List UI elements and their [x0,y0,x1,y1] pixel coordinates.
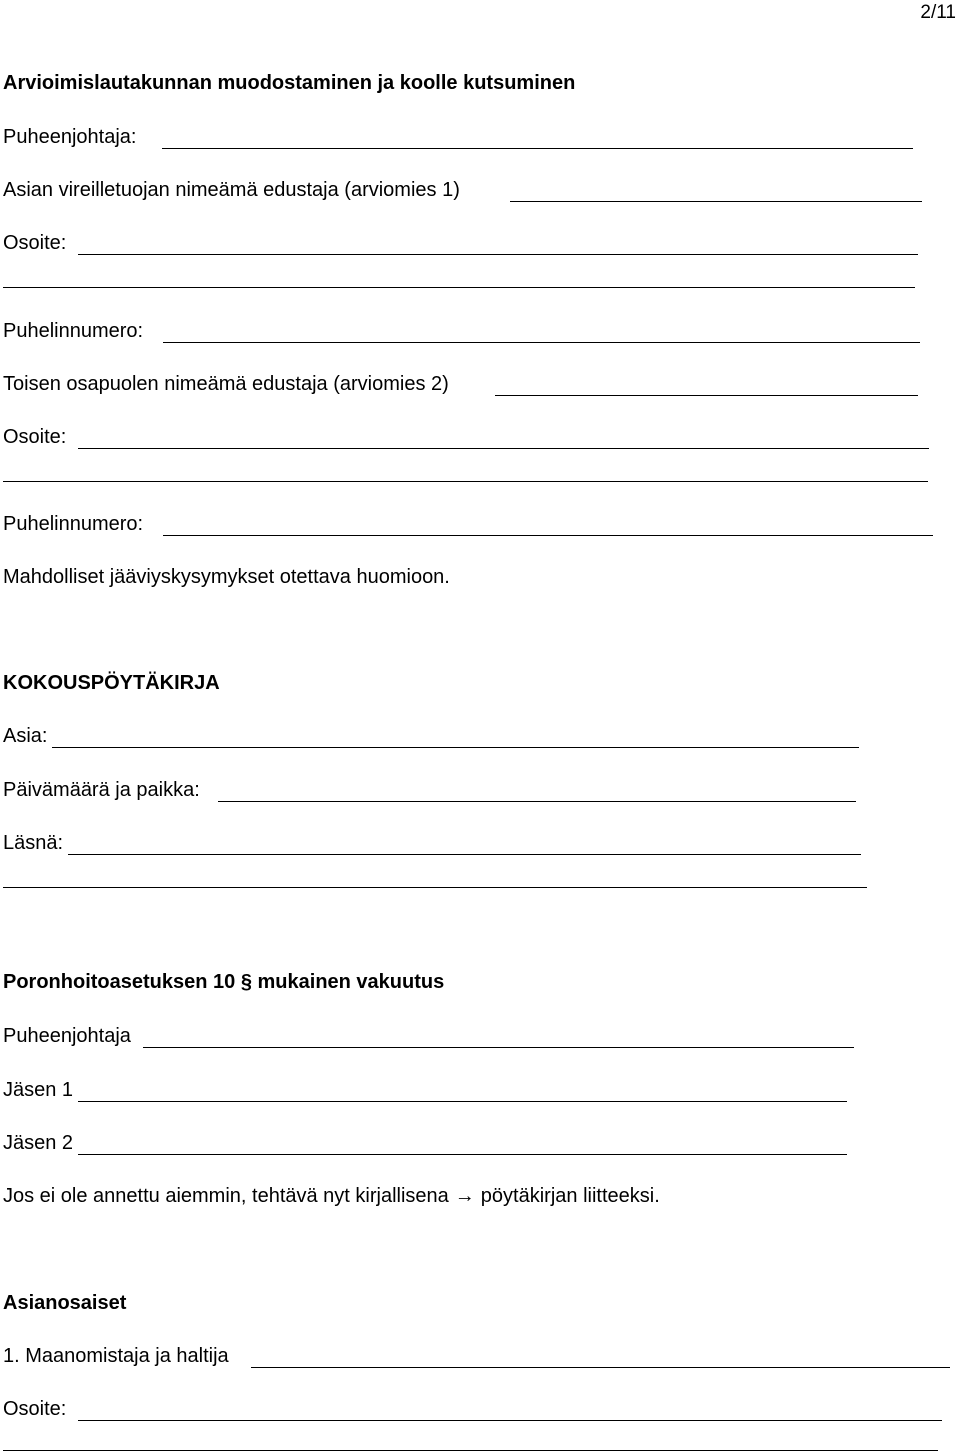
address1-field[interactable] [78,254,918,255]
phone1-field[interactable] [163,342,920,343]
subject-label: Asia: [3,725,48,747]
date-place-label: Päivämäärä ja paikka: [3,779,200,801]
address1-field-line2[interactable] [3,287,915,288]
rep1-label: Asian vireilletuojan nimeämä edustaja (arviomies 1) [3,179,460,201]
parties-address-field[interactable] [78,1420,942,1421]
conflict-note: Mahdolliset jääviyskysymykset otettava huomioon. [3,566,450,588]
present-label: Läsnä: [3,832,64,854]
member1-label: Jäsen 1 [3,1079,74,1101]
rep2-label: Toisen osapuolen nimeämä edustaja (arviomies 2) [3,373,449,395]
declaration-note-text1: Jos ei ole annettu aiemmin, tehtävä nyt kirjallisena [3,1185,449,1207]
rep1-field[interactable] [510,201,922,202]
arrow-right-icon: → [454,1185,475,1207]
owner-label: 1. Maanomistaja ja haltija [3,1345,229,1367]
address2-label: Osoite: [3,426,67,448]
subject-field[interactable] [52,747,859,748]
phone2-field[interactable] [163,535,933,536]
parties-heading: Asianosaiset [3,1292,127,1314]
date-place-field[interactable] [218,801,856,802]
present-field-line2[interactable] [3,887,867,888]
committee-heading: Arvioimislautakunnan muodostaminen ja koolle kutsuminen [3,72,576,94]
member2-field[interactable] [78,1154,847,1155]
page-number: 2/11 [920,2,956,23]
minutes-heading: KOKOUSPÖYTÄKIRJA [3,672,220,694]
address2-field-line2[interactable] [3,481,928,482]
phone1-label: Puhelinnumero: [3,320,144,342]
declaration-chair-field[interactable] [143,1047,854,1048]
present-field[interactable] [68,854,861,855]
declaration-heading: Poronhoitoasetuksen 10 § mukainen vakuutus [3,971,445,993]
declaration-note-text2: pöytäkirjan liitteeksi. [480,1185,660,1207]
chair-field[interactable] [162,148,913,149]
address2-field[interactable] [78,448,929,449]
chair-label: Puheenjohtaja: [3,126,137,148]
parties-address-field-line2[interactable] [3,1450,938,1451]
member1-field[interactable] [78,1101,847,1102]
declaration-note [3,1184,660,1208]
declaration-chair-label: Puheenjohtaja [3,1025,131,1047]
member2-label: Jäsen 2 [3,1132,74,1154]
owner-field[interactable] [251,1367,950,1368]
parties-address-label: Osoite: [3,1398,67,1420]
address1-label: Osoite: [3,232,67,254]
rep2-field[interactable] [495,395,918,396]
phone2-label: Puhelinnumero: [3,513,144,535]
